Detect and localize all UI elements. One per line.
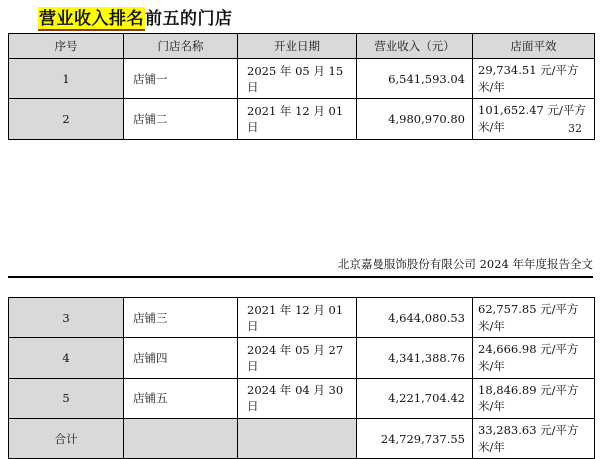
revenue-cell: 4,644,080.53 — [357, 298, 473, 338]
store-name-cell: 店铺五 — [124, 378, 238, 418]
total-label-cell: 合计 — [9, 419, 124, 459]
empty-date-cell — [238, 419, 357, 459]
store-name-cell: 店铺四 — [124, 338, 238, 378]
revenue-cell: 4,980,970.80 — [357, 99, 473, 139]
total-revenue-cell: 24,729,737.55 — [357, 419, 473, 459]
table-header-row — [9, 34, 595, 59]
table-row — [9, 378, 595, 418]
efficiency-cell: 101,652.47 元/平方米/年 — [473, 99, 595, 139]
table-row — [9, 59, 595, 99]
open-date-cell: 2021 年 12 月 01 日 — [238, 298, 357, 338]
column-header-name: 门店名称 — [124, 34, 238, 59]
open-date-cell: 2025 年 05 月 15 日 — [238, 59, 357, 99]
store-name-cell: 店铺三 — [124, 298, 238, 338]
table-row — [9, 99, 595, 139]
store-no-cell: 2 — [9, 99, 124, 139]
efficiency-cell: 24,666.98 元/平方米/年 — [473, 338, 595, 378]
efficiency-cell: 29,734.51 元/平方米/年 — [473, 59, 595, 99]
header-rule — [8, 276, 593, 278]
efficiency-cell: 18,846.89 元/平方米/年 — [473, 378, 595, 418]
section-title — [38, 4, 233, 29]
store-no-cell: 4 — [9, 338, 124, 378]
stores-table-page1 — [8, 33, 595, 140]
total-efficiency-cell: 33,283.63 元/平方米/年 — [473, 419, 595, 459]
empty-name-cell — [124, 419, 238, 459]
column-header-efficiency: 店面平效 — [473, 34, 595, 59]
page-number: 32 — [568, 122, 582, 135]
stores-table-page2 — [8, 297, 595, 459]
open-date-cell: 2024 年 05 月 27 日 — [238, 338, 357, 378]
column-header-revenue: 营业收入（元） — [357, 34, 473, 59]
title-highlighted-text: 营业收入排名 — [39, 9, 144, 29]
store-no-cell: 5 — [9, 378, 124, 418]
open-date-cell: 2024 年 04 月 30 日 — [238, 378, 357, 418]
store-name-cell: 店铺二 — [124, 99, 238, 139]
revenue-cell: 4,221,704.42 — [357, 378, 473, 418]
column-header-no: 序号 — [9, 34, 124, 59]
table-row — [9, 298, 595, 338]
total-row — [9, 419, 595, 459]
open-date-cell: 2021 年 12 月 01 日 — [238, 99, 357, 139]
revenue-cell: 6,541,593.04 — [357, 59, 473, 99]
column-header-date: 开业日期 — [238, 34, 357, 59]
title-rest-text: 前五的门店 — [145, 9, 233, 29]
table-row — [9, 338, 595, 378]
store-no-cell: 3 — [9, 298, 124, 338]
store-no-cell: 1 — [9, 59, 124, 99]
efficiency-cell: 62,757.85 元/平方米/年 — [473, 298, 595, 338]
revenue-cell: 4,341,388.76 — [357, 338, 473, 378]
report-header: 北京嘉曼服饰股份有限公司 2024 年年度报告全文 — [337, 257, 593, 271]
store-name-cell: 店铺一 — [124, 59, 238, 99]
